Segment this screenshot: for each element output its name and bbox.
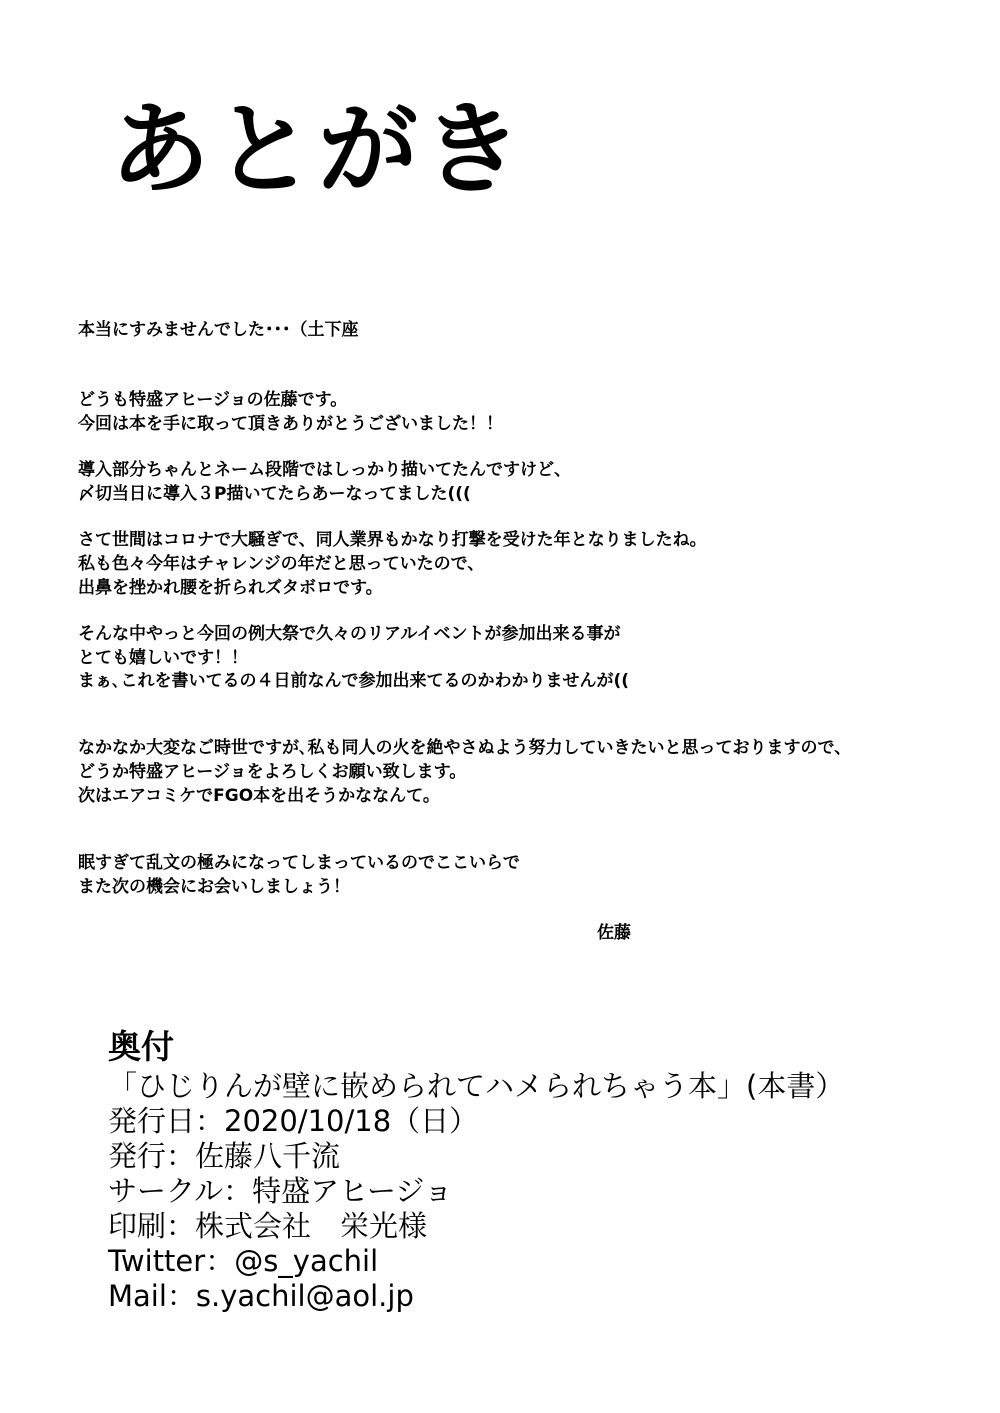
body-line: どうか特盛アヒージョをよろしくお願い致します。 bbox=[78, 762, 467, 782]
body-line: まぁ､これを書いてるの４日前なんで参加出来てるのかわかりませんが(( bbox=[78, 671, 630, 691]
body-line: また次の機会にお会いしましょう！ bbox=[78, 877, 350, 897]
body-line: そんな中やっと今回の例大祭で久々のリアルイベントが参加出来る事が bbox=[78, 624, 621, 644]
body-line: 導入部分ちゃんとネーム段階ではしっかり描いてたんですけど、 bbox=[78, 460, 571, 480]
colophon-issue-date: 発行日：2020/10/18（日） bbox=[108, 1104, 479, 1138]
body-line: 今回は本を手に取って頂きありがとうございました！！ bbox=[78, 414, 503, 434]
body-line: 出鼻を挫かれ腰を折られズタボロです。 bbox=[78, 578, 383, 598]
colophon-printer: 印刷：株式会社 栄光様 bbox=[108, 1209, 428, 1243]
body-line: さて世間はコロナで大騒ぎで、同人業界もかなり打撃を受けた年となりましたね。 bbox=[78, 530, 707, 550]
body-line: 〆切当日に導入３P描いてたらあーなってました((( bbox=[78, 484, 471, 504]
body-line: 眠すぎて乱文の極みになってしまっているのでここいらで bbox=[78, 853, 520, 873]
body-line: とても嬉しいです！！ bbox=[78, 648, 248, 668]
body-line: 私も色々今年はチャレンジの年だと思っていたので、 bbox=[78, 554, 485, 574]
colophon-twitter: Twitter：@s_yachil bbox=[108, 1244, 379, 1278]
author-signature: 佐藤 bbox=[597, 923, 631, 943]
colophon-publisher: 発行：佐藤八千流 bbox=[108, 1139, 341, 1173]
colophon-heading: 奥付 bbox=[108, 1027, 174, 1066]
body-line: 本当にすみませんでした･･･（土下座 bbox=[78, 320, 359, 340]
page-title: あとがき bbox=[110, 91, 526, 208]
body-line: なかなか大変なご時世ですが､私も同人の火を絶やさぬよう努力していきたいと思っておりますので、 bbox=[78, 738, 852, 758]
colophon-mail: Mail：s.yachil@aol.jp bbox=[108, 1279, 414, 1313]
body-line: どうも特盛アヒージョの佐藤です。 bbox=[78, 390, 348, 410]
body-line: 次はエアコミケでFGO本を出そうかななんて。 bbox=[78, 786, 440, 806]
colophon-circle: サークル：特盛アヒージョ bbox=[108, 1174, 453, 1208]
colophon-book-title: 「ひじりんが壁に嵌められてハメられちゃう本」(本書） bbox=[108, 1069, 845, 1103]
